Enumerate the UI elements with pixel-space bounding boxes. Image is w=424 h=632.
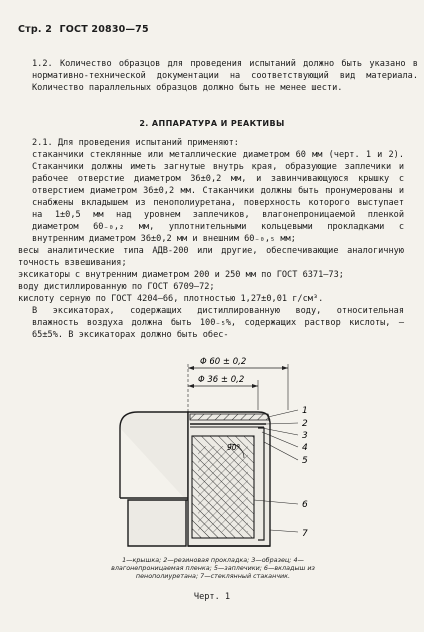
dim-outer-label: Φ 60 ± 0,2	[200, 357, 247, 367]
cup-diagram	[98, 350, 328, 560]
callout-7: 7	[302, 529, 308, 539]
figure-caption: 1—крышка; 2—резиновая прокладка; 3—образец; 4—влагонепроницаемая пленка; 5—заплечики; 6—вкладыш из пенополиуретана; 7—стеклянный стаканчик.	[111, 556, 315, 580]
arrow	[252, 384, 258, 388]
page-header	[18, 24, 149, 35]
cup-left-body	[120, 412, 188, 546]
arrow	[282, 366, 288, 370]
page-number: Стр. 2	[18, 24, 53, 35]
figure-cup-drawing	[98, 350, 328, 570]
paragraph-line: кислоту серную по ГОСТ 4204—66, плотностью 1,27±0,01 г/см³.	[18, 294, 324, 304]
callout-6: 6	[302, 500, 308, 510]
figure-label: Черт. 1	[193, 592, 231, 602]
callout-5: 5	[302, 456, 308, 466]
callout-leader	[270, 530, 298, 532]
callout-leader	[266, 423, 298, 424]
paragraph-line: эксикаторы с внутренним диаметром 200 и 250 мм по ГОСТ 6371—73;	[18, 270, 344, 280]
paragraph-line: 2.1. Для проведения испытаний применяют:	[32, 138, 239, 148]
callout-4: 4	[302, 443, 308, 453]
standard-number: ГОСТ 20830—75	[59, 24, 149, 35]
paragraph-line: воду дистиллированную по ГОСТ 6709—72;	[18, 282, 215, 292]
section-title: 2. АППАРАТУРА И РЕАКТИВЫ	[139, 119, 285, 128]
paragraph-line: весы аналитические типа АДВ-200 или другие, обеспечивающие аналогичную точность взвешивания;	[18, 246, 404, 268]
angle-label: 90°	[227, 443, 241, 452]
paragraph-1-2: 1.2. Количество образцов для проведения испытаний должно быть указано в нормативно-технической документации на соответствующий вид материала. Количество параллельных образцов должно быть не менее шести.	[32, 59, 418, 93]
paragraph-2-1	[18, 137, 404, 341]
lid	[190, 414, 270, 420]
dim-inner-label: Φ 36 ± 0,2	[198, 375, 245, 385]
callout-2: 2	[302, 419, 308, 429]
foam-insert-inner	[198, 446, 248, 532]
callout-3: 3	[302, 431, 308, 441]
paragraph-line: В эксикаторах, содержащих дистиллированную воду, относительная влажность воздуха должна быть 100₋₅%, содержащих раствор кислоты, — 65±5%. В эксикаторах должно быть обес-	[32, 306, 404, 340]
arrow	[188, 366, 194, 370]
arrow	[188, 384, 194, 388]
callout-1: 1	[302, 406, 308, 416]
paragraph-line: стаканчики стеклянные или металлические диаметром 60 мм (черт. 1 и 2). Стаканчики должны иметь загнутые внутрь края, образующие заплечики и рабочее отверстие диаметром 36±0,2 мм, и завинчивающуюся крышку с отверстием диаметром 36±0,2 мм. Стаканчики должны быть пронумерованы и снабжены вкладышем из пенополиуретана, поверхность которого выступает на 1±0,5 мм над уровнем заплечиков, влагонепроницаемой пленкой диаметром 60₋₀,₂ мм, уплотнительными кольцевыми прокладками с внутренним диаметром 36±0,2 мм и внешним 60₋₀,₅ мм;	[32, 150, 404, 244]
callout-leader	[268, 410, 298, 417]
